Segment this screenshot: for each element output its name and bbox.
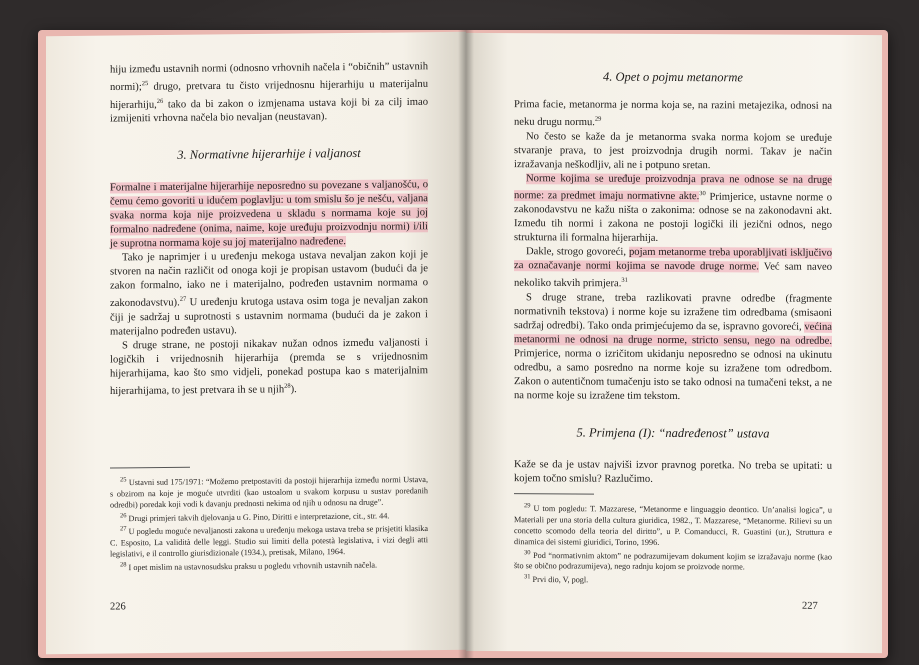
right-paragraph-4: Dakle, strogo govoreći, pojam metanorme treba uporabljivati isključivo za označavanje normi kojima se navode druge norme. Već sam naveo nekoliko takvih primjera.$^{31}$: [514, 246, 833, 290]
right-paragraph-1: Prima facie, metanorma je norma koja se, na razini metajezika, odnosi na neku drugu normu.$^{29}$: [514, 99, 832, 129]
footnote-rule: [514, 493, 594, 494]
left-paragraph-3: S druge strane, ne postoji nikakav nužan odnos između valjanosti i logičkih i vrijednosnih hijerarhija (premda se s vrijednosnim hijerarhijama, kao što smo vidjeli, ponekad postupa kao s materijalnim hijerarhijama, to jest pretvara ih se u njih$^{28}$).: [110, 336, 428, 397]
right-paragraph-2: No često se kaže da je metanorma svaka norma kojom se uređuje stvaranje prava, to jest proizvodnja drugih normi. Takav je način izražavanja neškodljiv, ali ne i potpuno sretan.: [514, 130, 832, 171]
right-page: [466, 33, 882, 653]
right-text-column: [514, 69, 832, 487]
footnote-30: $^{30}$ Pod “normativnim aktom” ne podrazumijevam dokument kojim se izražavaju norme (kao što se obično podrazumijeva), nego radnju kojom se proizvode norme.: [514, 548, 832, 572]
footnote-29: $^{29}$ U tom pogledu: T. Mazzarese, “Metanorme e linguaggio deontico. Un’analisi logica”, u Materiali per una storia della cultura giuridica, 1982., T. Mazzarese, “Metanorme. Rilievi su un concetto scomodo della teoria del diritto”, u P. Comanducci, R. Guastini (ur.), Struttura e dinamica dei sistemi giuridici, Torino, 1996.: [514, 502, 832, 547]
section-heading-3: 3. Normativne hijerarhije i valjanost: [177, 145, 361, 162]
left-text-column: [110, 60, 428, 398]
left-paragraph-continued: hiju između ustavnih normi (odnosno vrhovnih načela i “običnih” ustavnih normi);$^{25}$ drugo, pretvara tu čisto vrijednosnu hijerarhiju u materijalnu hijerarhiju,$^{26}$ tako da bi zakon o izmjenama ustava koji bi za cilj imao izmijeniti vrhovna načela bio nevaljan (neustavan).: [110, 61, 428, 125]
book-gutter: [458, 30, 474, 658]
page-number-right: 227: [802, 600, 818, 612]
footnote-27: $^{27}$ U pogledu moguće nevaljanosti zakona u uređenju mekoga ustava treba se prisjetiti klasika C. Esposito, La validità delle leggi. Studio sui limiti della potestà legislativa, i vizi degli atti legislativi, e il controllo giurisdizionale (1934.), pretisak, Milano, 1964.: [110, 524, 428, 559]
footnote-31: $^{31}$ Prvi dio, V, pogl.: [524, 573, 589, 585]
highlighted-text: pojam metanorme treba uporabljivati isključivo za označavanje normi kojima se navode druge norme.: [514, 246, 832, 273]
right-paragraph-6: Kaže se da je ustav najviši izvor pravnog poretka. No treba se upitati: u kojem točno smislu? Razlučimo.: [514, 458, 832, 485]
left-paragraph-1: [110, 178, 428, 251]
footnote-26: $^{26}$ Drugi primjeri takvih djelovanja u G. Pino, Diritti e interpretazione, cit., str. 44.: [120, 511, 390, 523]
page-number-left: 226: [110, 601, 126, 613]
right-paragraph-3: Norme kojima se uređuje proizvodnja prava ne odnose se na druge norme: za predmet imaju normativne akte.$^{30}$ Primjerice, ustavne norme o zakonodavstvu ne kažu ništa o zakonima: odnose se na zakonodavni akt. Između tih normi i zakona ne postoji logički ili jezični odnos, nego strukturna ili formalna hijerarhija.: [514, 172, 833, 244]
section-heading-4: 4. Opet o pojmu metanorme: [603, 69, 743, 85]
footnote-28: $^{28}$ I opet mislim na ustavnosudsku praksu u pogledu vrhovnih ustavnih načela.: [120, 560, 378, 573]
left-paragraph-2: Tako je naprimjer i u uređenju mekoga ustava nevaljan zakon koji je stvoren na način različit od onoga koji je propisan ustavom (budući da je zakon formalno, iako ne i materijalno, podređen ustavnim normama o zakonodavstvu).$^{27}$ U uređenju krutoga ustava osim toga je nevaljan zakon čiji je sadržaj u suprotnosti s ustavnim normama (budući da je zakon i materijalno podređen ustavu).: [110, 249, 428, 338]
highlighted-text: Norme kojima se uređuje proizvodnja prava ne odnose se na druge norme: za predmet imaju normativne akte.: [514, 172, 832, 203]
footnote-rule: [110, 467, 190, 469]
left-footnotes: [110, 464, 428, 573]
section-heading-5: 5. Primjena (I): “nadređenost” ustava: [576, 425, 770, 441]
right-paragraph-5: S druge strane, treba razlikovati pravne odredbe (fragmente normativnih tekstova) i norme koje su izražene tim odredbama (smisaoni sadržaj odredbi). Tako onda primjećujemo da se, ispravno govoreći, većina metanormi ne odnosi na druge norme, stricto sensu, nego na odredbe. Primjerice, norma o izričitom ukidanju neposredno se odnosi na ukinutu odredbu, a samo posredno na norme koje su izražene tom odredbom. Zakon o autentičnom tumačenju isto se tako odnosi na tumačeni tekst, a ne na norme koje su izražene tim tekstom.: [514, 291, 832, 402]
highlighted-text: Formalne i materijalne hijerarhije neposredno su povezane s valjanošću, o čemu ćemo govoriti u idućem poglavlju: u tom smislu šo je nešću, valjana svaka norma koja nije proizvedena u skladu s normama koje su joj formalno nadređene (onima, naime, koje uređuju proizvodnju normi) i/ili je suprotna normama koje su joj materijalno nadređene.: [110, 179, 428, 250]
left-page: [46, 32, 466, 654]
footnote-25: $^{25}$ Ustavni sud 175/1971: “Možemo pretpostaviti da postoji hijerarhija između normi Ustava, s obzirom na koje je moguće utvrditi (kao ustoalom u svakom korpusu u sustav poredanih odredbi) poredak koji vodi k davanju prednosti nekima od njih u odnosu na druge”.: [110, 474, 428, 510]
right-footnotes: [514, 493, 832, 587]
highlighted-text: većina metanormi ne odnosi na druge norme, stricto sensu, nego na odredbe.: [514, 321, 832, 347]
